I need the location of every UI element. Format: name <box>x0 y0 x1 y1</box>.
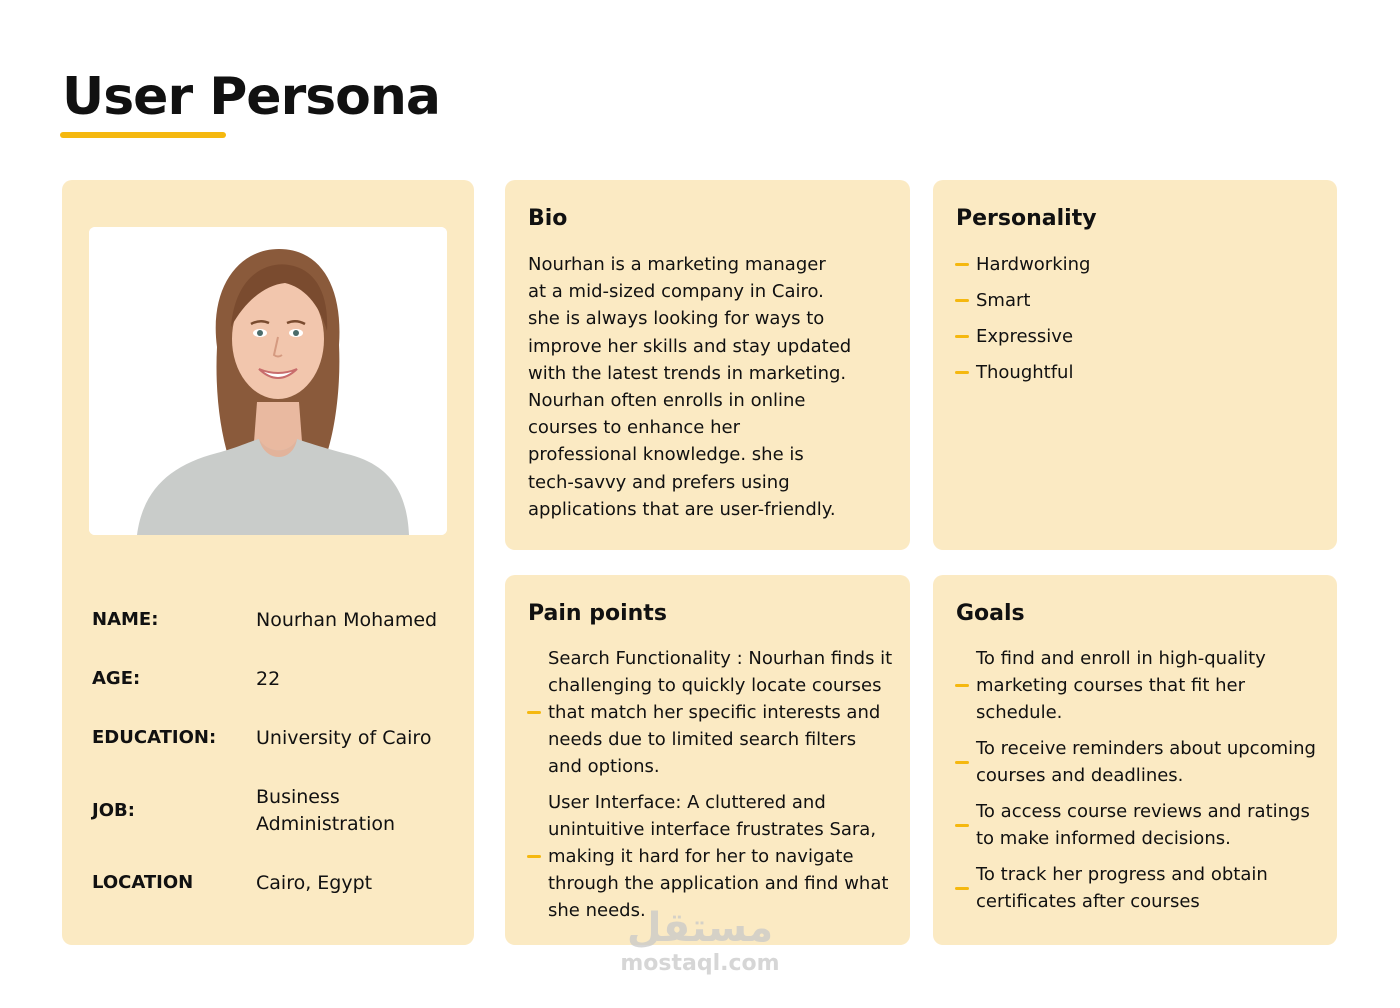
watermark-domain: mostaql.com <box>620 951 780 976</box>
personality-card <box>933 180 1337 550</box>
goal-text: To receive reminders about upcoming courses and deadlines. <box>976 738 1316 786</box>
personality-trait: Smart <box>976 289 1031 311</box>
dash-icon <box>955 371 969 374</box>
name-label: NAME: <box>92 609 159 630</box>
list-item <box>955 645 1323 726</box>
list-item <box>955 861 1323 915</box>
bio-line: she is always looking for ways to <box>528 308 825 330</box>
goals-heading: Goals <box>956 601 1025 626</box>
education-value: University of Cairo <box>256 727 432 749</box>
job-label: JOB: <box>92 800 135 821</box>
age-value: 22 <box>256 668 281 690</box>
dash-icon <box>955 887 969 890</box>
job-value: Business Administration <box>256 786 396 835</box>
pain-points-heading: Pain points <box>528 601 667 626</box>
list-item <box>955 798 1323 852</box>
personality-trait: Hardworking <box>976 253 1091 275</box>
list-item <box>955 735 1323 789</box>
pain-point-text: User Interface: A cluttered and unintuitive interface frustrates Sara, making it hard for her to navigate through the application and find what she needs. <box>548 792 889 921</box>
dash-icon <box>527 855 541 858</box>
dash-icon <box>955 824 969 827</box>
dash-icon <box>955 684 969 687</box>
persona-photo-illustration <box>89 227 447 535</box>
goals-card <box>933 575 1337 945</box>
bio-line: at a mid-sized company in Cairo. <box>528 281 824 303</box>
pain-point-text: Search Functionality : Nourhan finds it challenging to quickly locate courses that match her specific interests and needs due to limited search filters and options. <box>548 648 893 777</box>
bio-line: with the latest trends in marketing. <box>528 362 847 384</box>
bio-heading: Bio <box>528 206 568 231</box>
watermark <box>600 905 800 977</box>
bio-line: Nourhan often enrolls in online <box>528 390 806 412</box>
goal-text: To track her progress and obtain certificates after courses <box>976 864 1268 912</box>
goals-list <box>955 645 1323 924</box>
list-item <box>955 250 1325 278</box>
education-label: EDUCATION: <box>92 727 217 748</box>
bio-line: Nourhan is a marketing manager <box>528 254 826 275</box>
list-item <box>955 358 1325 386</box>
title-underline <box>60 132 226 138</box>
bio-text <box>528 251 878 523</box>
name-value: Nourhan Mohamed <box>256 609 438 631</box>
goal-text: To access course reviews and ratings to make informed decisions. <box>976 801 1310 849</box>
persona-photo <box>89 227 447 535</box>
personality-list <box>955 250 1325 394</box>
bio-line: applications that are user-friendly. <box>528 498 836 520</box>
list-item <box>955 286 1325 314</box>
bio-line: professional knowledge. she is <box>528 444 804 466</box>
profile-card <box>62 180 474 945</box>
dash-icon <box>955 299 969 302</box>
bio-line: tech-savvy and prefers using <box>528 471 790 493</box>
pain-points-card <box>505 575 910 945</box>
list-item <box>527 645 895 780</box>
goal-text: To find and enroll in high-quality marketing courses that fit her schedule. <box>976 648 1266 723</box>
list-item <box>527 789 895 924</box>
location-value: Cairo, Egypt <box>256 872 373 894</box>
dash-icon <box>955 761 969 764</box>
dash-icon <box>527 711 541 714</box>
personality-heading: Personality <box>956 206 1097 231</box>
list-item <box>955 322 1325 350</box>
location-label: LOCATION <box>92 872 194 893</box>
bio-line: improve her skills and stay updated <box>528 335 852 357</box>
dash-icon <box>955 263 969 266</box>
bio-card <box>505 180 910 550</box>
watermark-logo: مستقل <box>626 905 774 951</box>
bio-line: courses to enhance her <box>528 417 740 439</box>
dash-icon <box>955 335 969 338</box>
age-label: AGE: <box>92 668 141 689</box>
page-title: User Persona <box>62 67 440 127</box>
pain-points-list <box>527 645 895 933</box>
personality-trait: Expressive <box>976 325 1074 347</box>
personality-trait: Thoughtful <box>976 361 1074 383</box>
